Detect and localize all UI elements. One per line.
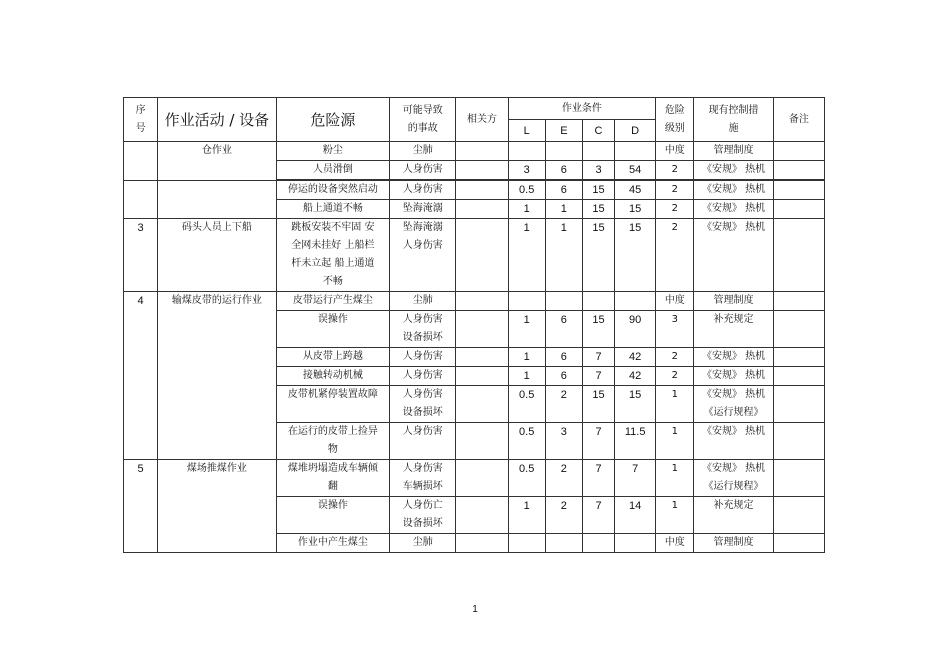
cell-L: 1 [508,497,545,534]
cell-E: 3 [545,423,582,460]
cell-accident: 坠海淹溺 人身伤害 [390,219,456,292]
cell-seq [124,181,158,219]
cell-party [456,497,508,534]
header-activity: 作业活动 / 设备 [158,98,277,142]
cell-hazard: 人员滑倒 [276,161,389,180]
cell-C: 15 [582,181,614,200]
cell-party [456,181,508,200]
cell-L: 1 [508,219,545,292]
cell-accident: 人身伤害 [390,367,456,386]
cell-accident: 人身伤害 设备损坏 [390,311,456,348]
cell-seq [124,142,158,181]
cell-note [773,292,824,311]
cell-party [456,367,508,386]
cell-D: 15 [615,386,656,423]
cell-E: 6 [545,367,582,386]
cell-hazard: 煤堆坍塌造成车辆倾翻 [276,460,389,497]
cell-control: 《安规》 热机 [694,348,773,367]
cell-E: 6 [545,181,582,200]
cell-hazard: 粉尘 [276,142,389,161]
cell-hazard: 皮带机紧停装置故障 [276,386,389,423]
header-row-1 [124,98,825,120]
cell-control: 管理制度 [694,142,773,161]
cell-accident: 人身伤害 车辆损坏 [390,460,456,497]
cell-hazard: 船上通道不畅 [276,200,389,219]
cell-C: 7 [582,497,614,534]
cell-activity: 输煤皮带的运行作业 [158,292,277,460]
header-party: 相关方 [456,98,508,142]
cell-C: 7 [582,348,614,367]
cell-party [456,386,508,423]
cell-accident: 尘肺 [390,142,456,161]
cell-L [508,142,545,161]
cell-D: 42 [615,348,656,367]
cell-hazard: 误操作 [276,311,389,348]
risk-assessment-table [123,97,825,553]
cell-hazard: 皮带运行产生煤尘 [276,292,389,311]
cell-D: 15 [615,200,656,219]
cell-D: 90 [615,311,656,348]
cell-E [545,534,582,553]
cell-D: 15 [615,219,656,292]
header-hazard: 危险源 [276,98,389,142]
cell-accident: 人身伤害 [390,423,456,460]
cell-D [615,534,656,553]
cell-hazard: 误操作 [276,497,389,534]
cell-hazard: 接触转动机械 [276,367,389,386]
cell-control: 补充规定 [694,311,773,348]
cell-activity: 仓作业 [158,142,277,181]
cell-L: 1 [508,200,545,219]
cell-level: 1 [656,460,694,497]
cell-accident: 人身伤害 [390,348,456,367]
cell-accident: 人身伤害 [390,181,456,200]
cell-note [773,367,824,386]
cell-L: 3 [508,161,545,180]
table-row [124,142,825,161]
cell-level: 1 [656,423,694,460]
cell-D: 7 [615,460,656,497]
cell-note [773,348,824,367]
header-note: 备注 [773,98,824,142]
cell-hazard: 跳板安装不牢固 安全网未挂好 上船栏杆未立起 船上通道不畅 [276,219,389,292]
cell-D: 42 [615,367,656,386]
cell-party [456,534,508,553]
cell-C: 3 [582,161,614,180]
cell-note [773,200,824,219]
cell-E: 2 [545,497,582,534]
cell-L: 0.5 [508,423,545,460]
cell-C [582,142,614,161]
cell-level: 1 [656,497,694,534]
cell-control: 《安规》 热机 [694,423,773,460]
cell-control: 《安规》 热机 [694,161,773,180]
cell-accident: 人身伤害 [390,161,456,180]
header-L: L [508,120,545,142]
table-row [124,292,825,311]
cell-L [508,292,545,311]
cell-note [773,142,824,161]
cell-note [773,386,824,423]
cell-L: 0.5 [508,386,545,423]
cell-E: 6 [545,311,582,348]
cell-control: 管理制度 [694,534,773,553]
table-row [124,460,825,497]
header-control: 现有控制措施 [694,98,773,142]
header-seq: 序号 [124,98,158,142]
cell-hazard: 从皮带上跨越 [276,348,389,367]
cell-L [508,534,545,553]
header-level: 危险级别 [656,98,694,142]
header-D: D [615,120,656,142]
cell-party [456,311,508,348]
cell-D [615,292,656,311]
cell-C: 15 [582,311,614,348]
cell-level: 2 [656,348,694,367]
cell-hazard: 在运行的皮带上捡异物 [276,423,389,460]
cell-control: 《安规》 热机 [694,367,773,386]
cell-accident: 尘肺 [390,292,456,311]
cell-C: 7 [582,367,614,386]
cell-E: 2 [545,386,582,423]
cell-seq: 3 [124,219,158,292]
cell-note [773,497,824,534]
cell-C: 15 [582,386,614,423]
cell-L: 0.5 [508,181,545,200]
cell-party [456,161,508,180]
cell-level: 中度 [656,292,694,311]
cell-C: 15 [582,219,614,292]
cell-E: 1 [545,200,582,219]
cell-E: 6 [545,348,582,367]
cell-C [582,534,614,553]
cell-level: 2 [656,161,694,180]
cell-L: 1 [508,348,545,367]
cell-L: 0.5 [508,460,545,497]
cell-note [773,161,824,180]
cell-party [456,423,508,460]
cell-party [456,348,508,367]
cell-hazard: 作业中产生煤尘 [276,534,389,553]
header-E: E [545,120,582,142]
cell-L: 1 [508,367,545,386]
cell-control: 《安规》 热机 《运行规程》 [694,460,773,497]
cell-control: 管理制度 [694,292,773,311]
cell-D: 11.5 [615,423,656,460]
cell-seq: 5 [124,460,158,553]
cell-E [545,142,582,161]
cell-accident: 人身伤害 设备损坏 [390,386,456,423]
cell-control: 《安规》 热机 [694,200,773,219]
cell-party [456,460,508,497]
cell-note [773,311,824,348]
cell-note [773,219,824,292]
cell-note [773,181,824,200]
cell-C: 7 [582,423,614,460]
cell-level: 2 [656,200,694,219]
cell-D: 14 [615,497,656,534]
cell-activity: 码头人员上下船 [158,219,277,292]
table-row [124,181,825,200]
cell-control: 《安规》 热机 [694,219,773,292]
cell-D [615,142,656,161]
cell-hazard: 停运的设备突然启动 [276,181,389,200]
cell-party [456,292,508,311]
page-number: 1 [472,604,478,615]
cell-E: 6 [545,161,582,180]
cell-activity: 煤场推煤作业 [158,460,277,553]
cell-level: 中度 [656,142,694,161]
cell-level: 1 [656,386,694,423]
cell-seq: 4 [124,292,158,460]
cell-level: 2 [656,367,694,386]
header-conditions: 作业条件 [508,98,656,120]
cell-note [773,534,824,553]
cell-note [773,460,824,497]
cell-D: 45 [615,181,656,200]
cell-level: 3 [656,311,694,348]
cell-control: 《安规》 热机 [694,181,773,200]
cell-accident: 尘肺 [390,534,456,553]
cell-party [456,219,508,292]
cell-C: 15 [582,200,614,219]
cell-E [545,292,582,311]
cell-D: 54 [615,161,656,180]
cell-E: 2 [545,460,582,497]
cell-control: 补充规定 [694,497,773,534]
cell-level: 2 [656,181,694,200]
cell-accident: 坠海淹溺 [390,200,456,219]
cell-accident: 人身伤亡 设备损坏 [390,497,456,534]
table-row [124,219,825,292]
cell-C [582,292,614,311]
header-C: C [582,120,614,142]
cell-note [773,423,824,460]
cell-C: 7 [582,460,614,497]
cell-E: 1 [545,219,582,292]
cell-party [456,142,508,161]
cell-activity [158,181,277,219]
cell-level: 中度 [656,534,694,553]
cell-L: 1 [508,311,545,348]
cell-control: 《安规》 热机 《运行规程》 [694,386,773,423]
cell-level: 2 [656,219,694,292]
cell-party [456,200,508,219]
header-accident: 可能导致的事故 [390,98,456,142]
